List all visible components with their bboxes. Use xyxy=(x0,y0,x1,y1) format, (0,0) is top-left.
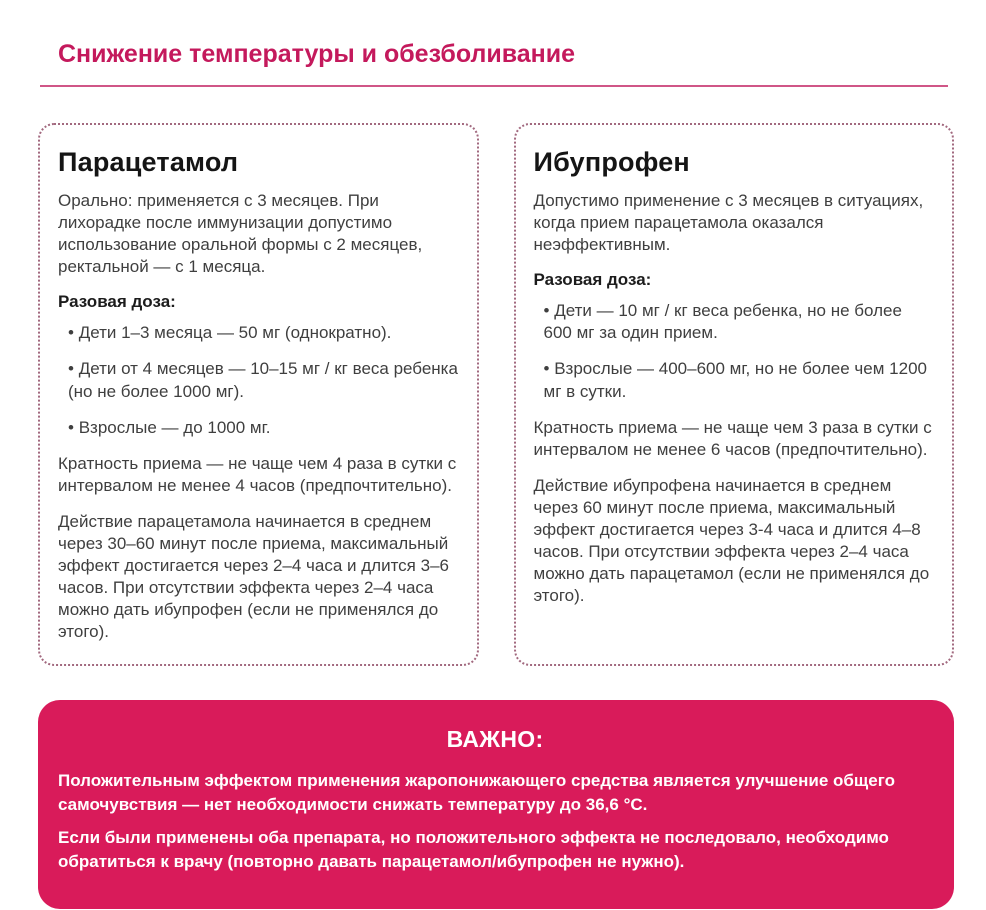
dose-list-item: • Дети от 4 месяцев — 10–15 мг / кг веса ребенка (но не более 1000 мг). xyxy=(68,358,459,402)
card-ibuprofen-title: Ибупрофен xyxy=(533,147,690,177)
card-ibuprofen xyxy=(514,123,955,666)
card-paracetamol-dose-label: Разовая доза: xyxy=(58,292,176,312)
important-banner xyxy=(38,700,954,910)
dose-list-item: • Взрослые — до 1000 мг. xyxy=(68,417,459,439)
card-paracetamol-title: Парацетамол xyxy=(58,147,239,177)
page-title: Снижение температуры и обезболивание xyxy=(58,40,576,68)
dose-list-item: • Взрослые — 400–600 мг, но не более чем 1200 мг в сутки. xyxy=(544,358,935,402)
dose-list-item: • Дети 1–3 месяца — 50 мг (однократно). xyxy=(68,322,459,344)
important-paragraph-2: Если были применены оба препарата, но положительного эффекта не последовало, необходимо обратиться к врачу (повторно давать парацетамол/ибупрофен не нужно). xyxy=(58,827,889,872)
card-paracetamol-dose-list xyxy=(58,322,459,438)
card-ibuprofen-frequency: Кратность приема — не чаще чем 3 раза в сутки с интервалом не менее 6 часов (предпочтительно). xyxy=(533,417,932,459)
card-paracetamol-intro: Орально: применяется с 3 месяцев. При лихорадке после иммунизации допустимо использование оральной формы с 2 месяцев, ректальной — с 1 месяца. xyxy=(58,191,423,277)
card-paracetamol xyxy=(38,123,479,666)
important-paragraph-1: Положительным эффектом применения жаропонижающего средства является улучшение общего самочувствия — нет необходимости снижать температуру до 36,6 °C. xyxy=(58,770,895,815)
card-paracetamol-frequency: Кратность приема — не чаще чем 4 раза в сутки с интервалом не менее 4 часов (предпочтительно). xyxy=(58,453,457,495)
card-ibuprofen-intro: Допустимо применение с 3 месяцев в ситуациях, когда прием парацетамола оказался неэффективным. xyxy=(533,191,924,255)
drug-cards-row xyxy=(38,123,954,666)
card-paracetamol-action: Действие парацетамола начинается в среднем через 30–60 минут после приема, максимальный эффект достигается через 2–4 часа и длится 3–6 часов. При отсутствии эффекта через 2–4 часа можно дать ибупрофен (если не применялся до этого). xyxy=(58,511,449,642)
card-ibuprofen-action: Действие ибупрофена начинается в среднем через 60 минут после приема, максимальный эффект достигается через 3-4 часа и длится 4–8 часов. При отсутствии эффекта через 2–4 часа можно дать парацетамол (если не применялся до этого). xyxy=(533,475,930,606)
dose-list-item: • Дети — 10 мг / кг веса ребенка, но не более 600 мг за один прием. xyxy=(544,300,935,344)
card-ibuprofen-dose-list xyxy=(534,300,935,402)
important-banner-title: ВАЖНО: xyxy=(446,725,544,752)
card-ibuprofen-dose-label: Разовая доза: xyxy=(533,270,652,290)
title-divider xyxy=(40,85,948,87)
